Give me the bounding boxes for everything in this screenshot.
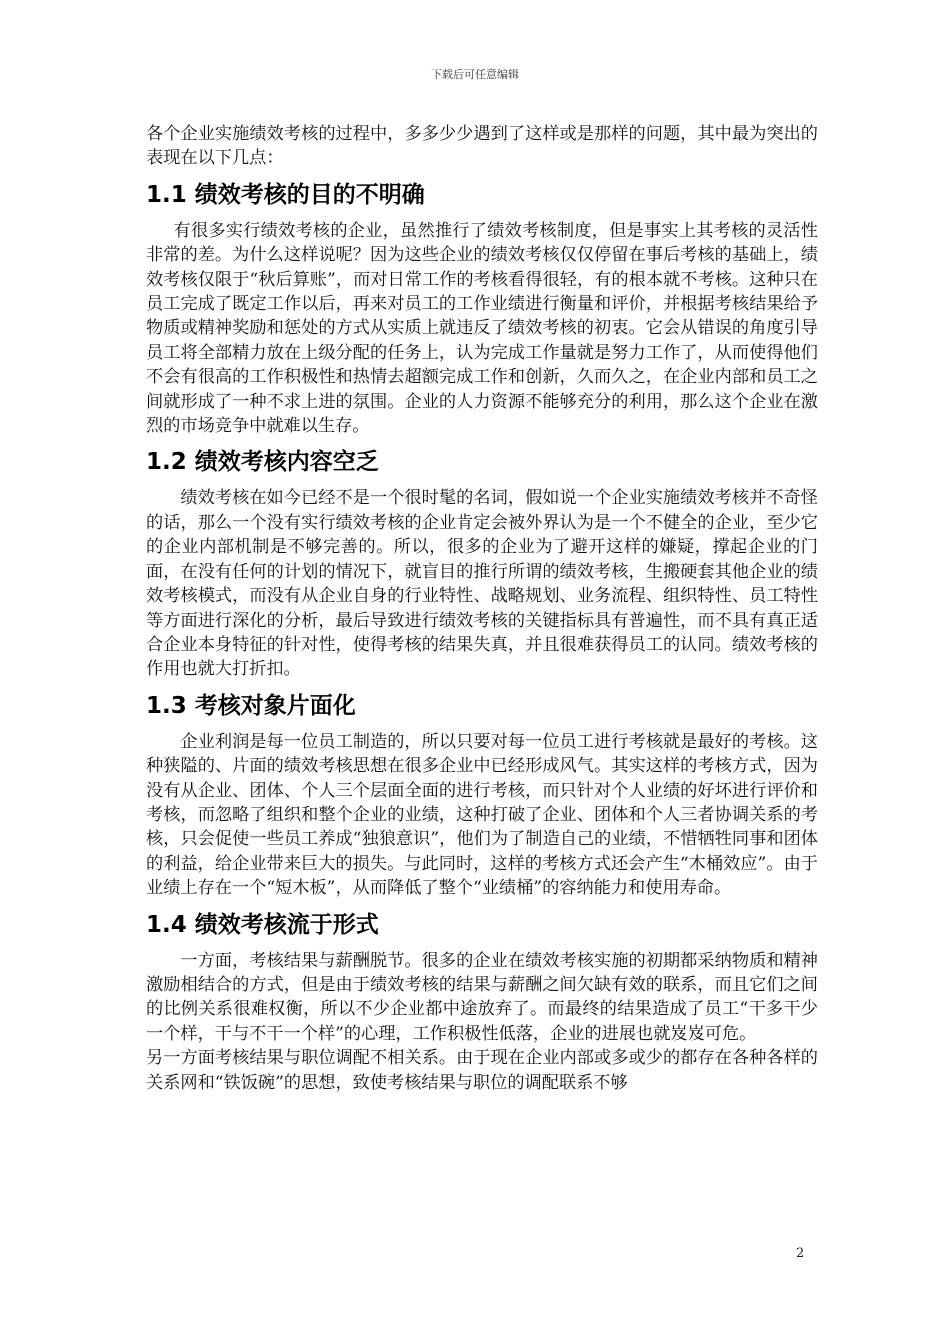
section-1-4-paragraph-1: 一方面，考核结果与薪酬脱节。很多的企业在绩效考核实施的初期都采纳物质和精神激励相结合的方式，但是由于绩效考核的结果与薪酬之间欠缺有效的联系，而且它们之间的比例关系很难权衡，所以不少企业都中途放弃了。而最终的结果造成了员工“干多干少一个样，干与不干一个样”的心理，工作积极性低落，企业的进展也就岌岌可危。 xyxy=(146,950,818,1044)
section-heading-1-4: 1.4 绩效考核流于形式 xyxy=(146,911,379,938)
section-1-4-paragraph-2: 另一方面考核结果与职位调配不相关系。由于现在企业内部或多或少的都存在各种各样的关系网和“铁饭碗”的思想，致使考核结果与职位的调配联系不够 xyxy=(146,1048,818,1093)
page-number: 2 xyxy=(796,1246,805,1261)
section-heading-1-1: 1.1 绩效考核的目的不明确 xyxy=(146,181,425,208)
section-1-2-paragraph: 绩效考核在如今已经不是一个很时髦的名词，假如说一个企业实施绩效考核并不奇怪的话，那么一个没有实行绩效考核的企业肯定会被外界认为是一个不健全的企业，至少它的企业内部机制是不够完善的。所以，很多的企业为了避开这样的嫌疑，撑起企业的门面，在没有任何的计划的情况下，就盲目的推行所谓的绩效考核，生搬硬套其他企业的绩效考核模式，而没有从企业自身的行业特性、战略规划、业务流程、组织特性、员工特性等方面进行深化的分析，最后导致进行绩效考核的关键指标具有普遍性，而不具有真正适合企业本身特征的针对性，使得考核的结果失真，并且很难获得员工的认同。绩效考核的作用也就大打折扣。 xyxy=(146,488,818,680)
page-header: 下载后可任意编辑 xyxy=(431,68,519,81)
section-1-3-paragraph: 企业利润是每一位员工制造的，所以只要对每一位员工进行考核就是最好的考核。这种狭隘的、片面的绩效考核思想在很多企业中已经形成风气。其实这样的考核方式，因为没有从企业、团体、个人三个层面全面的进行考核，而只针对个人业绩的好坏进行评价和考核，而忽略了组织和整个企业的业绩，这种打破了企业、团体和个人三者协调关系的考核，只会促使一些员工养成“独狼意识”，他们为了制造自己的业绩，不惜牺牲同事和团体的利益，给企业带来巨大的损失。与此同时，这样的考核方式还会产生“木桶效应”。由于业绩上存在一个“短木板”，从而降低了整个“业绩桶”的容纳能力和使用寿命。 xyxy=(146,731,818,899)
section-heading-1-3: 1.3 考核对象片面化 xyxy=(146,692,356,719)
section-heading-1-2: 1.2 绩效考核内容空乏 xyxy=(146,449,379,476)
section-1-1-paragraph: 有很多实行绩效考核的企业，虽然推行了绩效考核制度，但是事实上其考核的灵活性非常的差。为什么这样说呢？因为这些企业的绩效考核仅仅停留在事后考核的基础上，绩效考核仅限于“秋后算账”，而对日常工作的考核看得很轻，有的根本就不考核。这种只在员工完成了既定工作以后，再来对员工的工作业绩进行衡量和评价，并根据考核结果给予物质或精神奖励和惩处的方式从实质上就违反了绩效考核的初衷。它会从错误的角度引导员工将全部精力放在上级分配的任务上，认为完成工作量就是努力工作了，从而使得他们不会有很高的工作积极性和热情去超额完成工作和创新，久而久之，在企业内部和员工之间就形成了一种不求上进的氛围。企业的人力资源不能够充分的利用，那么这个企业在激烈的市场竞争中就难以生存。 xyxy=(146,220,818,437)
document-body xyxy=(146,122,818,1095)
intro-paragraph: 各个企业实施绩效考核的过程中，多多少少遇到了这样或是那样的问题，其中最为突出的表现在以下几点： xyxy=(146,124,818,169)
